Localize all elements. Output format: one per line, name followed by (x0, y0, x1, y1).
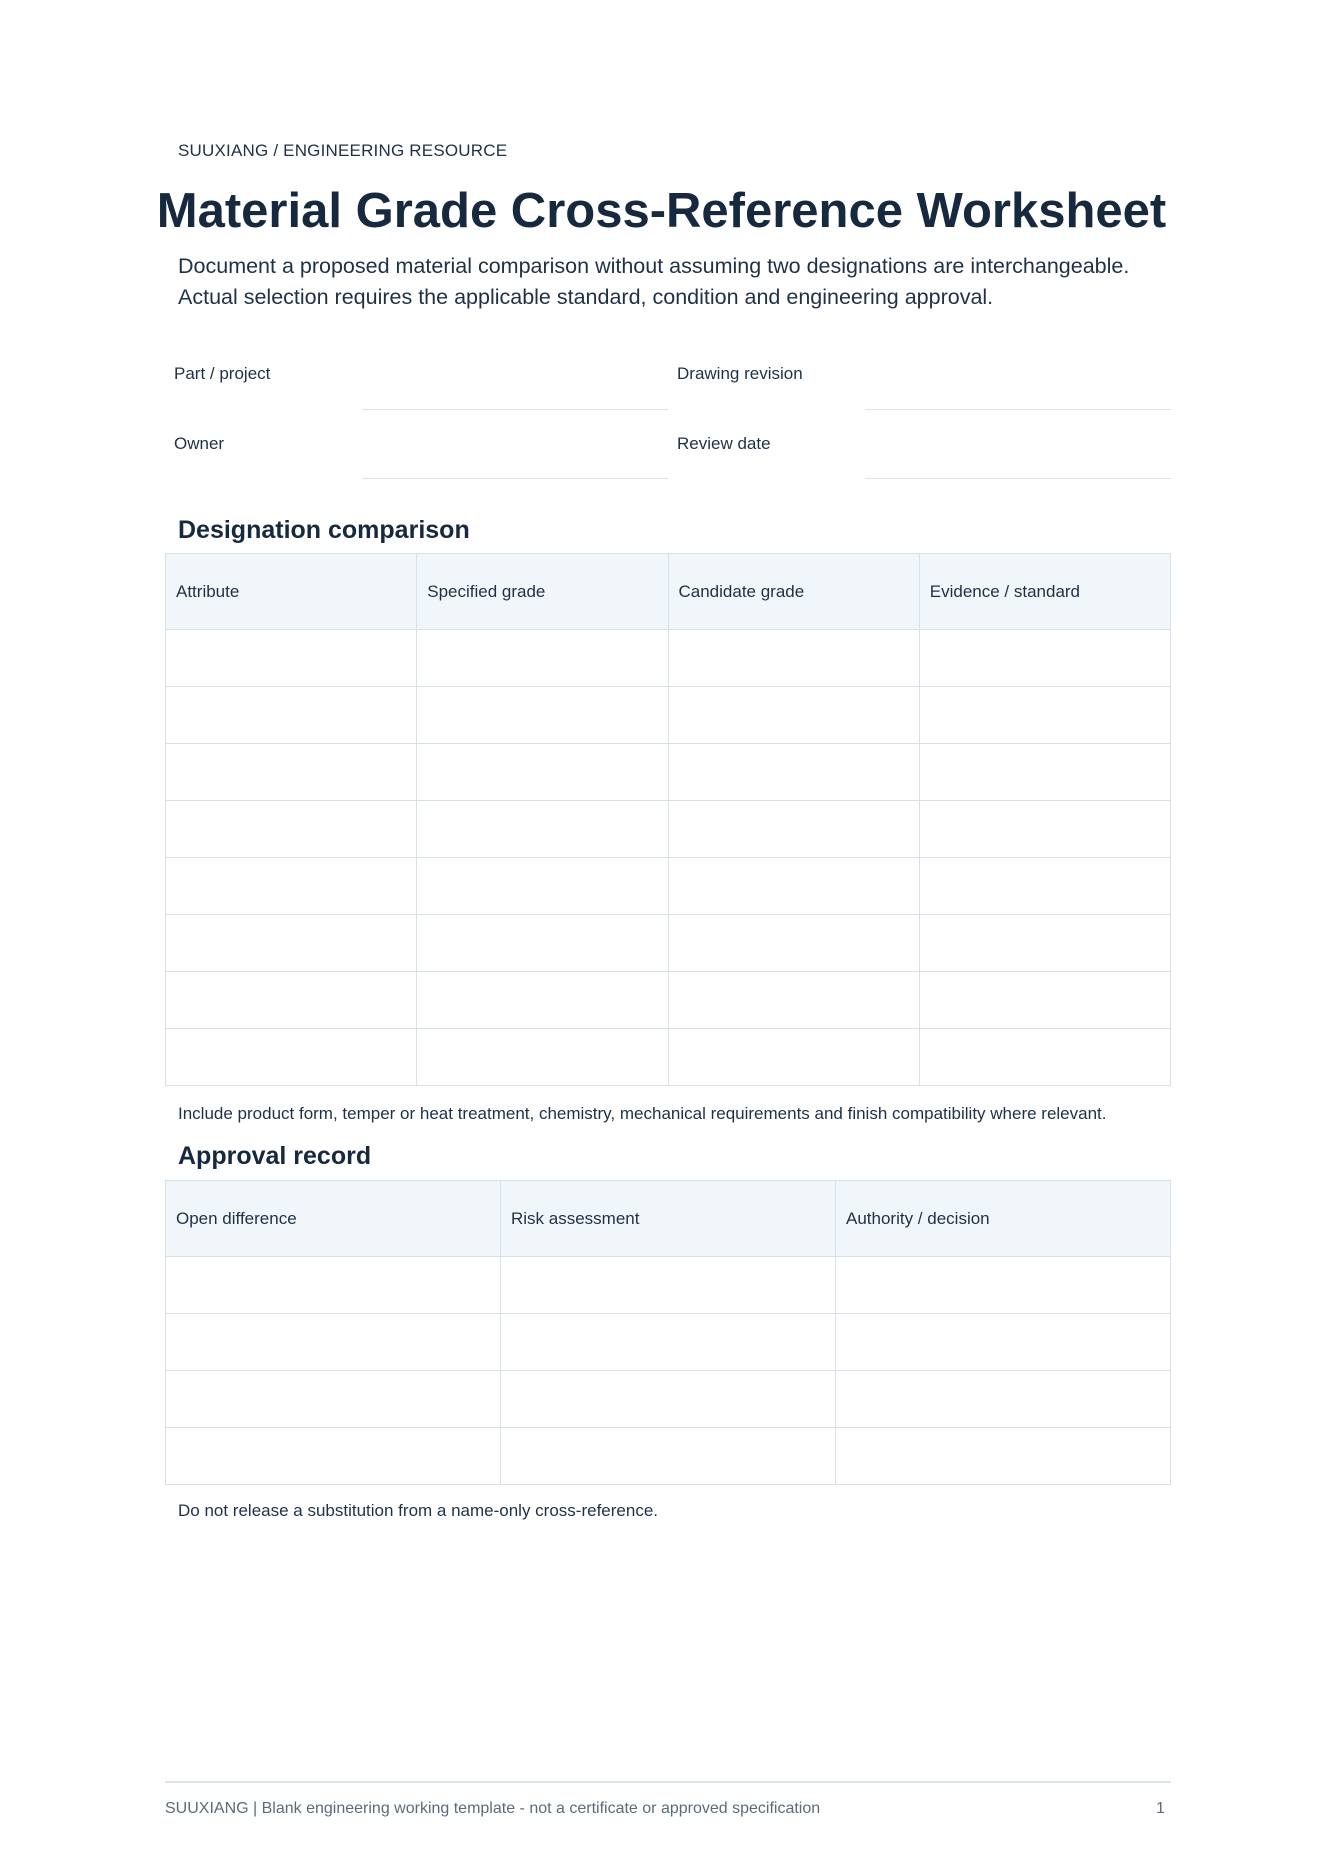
table-cell[interactable] (166, 1257, 501, 1314)
table-row (166, 972, 1171, 1029)
column-header: Authority / decision (836, 1181, 1171, 1257)
table-cell[interactable] (668, 972, 919, 1029)
table-row (166, 1029, 1171, 1086)
table-row (166, 801, 1171, 858)
designation-note: Include product form, temper or heat treatment, chemistry, mechanical requirements and finish compatibility where relevant. (178, 1104, 1107, 1123)
table-cell[interactable] (166, 1314, 501, 1371)
owner-label: Owner (174, 434, 225, 453)
designation-heading: Designation comparison (178, 516, 470, 544)
table-row (166, 630, 1171, 687)
table-row (166, 1314, 1171, 1371)
table-cell[interactable] (919, 915, 1170, 972)
table-cell[interactable] (836, 1257, 1171, 1314)
footer-divider (165, 1781, 1171, 1783)
column-header: Risk assessment (501, 1181, 836, 1257)
table-cell[interactable] (919, 972, 1170, 1029)
column-header: Attribute (166, 554, 417, 630)
table-cell[interactable] (836, 1371, 1171, 1428)
table-row (166, 1371, 1171, 1428)
table-cell[interactable] (919, 687, 1170, 744)
intro-text (178, 251, 1178, 313)
table-cell[interactable] (501, 1428, 836, 1485)
table-cell[interactable] (417, 744, 668, 801)
page-title: Material Grade Cross-Reference Worksheet (156, 184, 1167, 238)
table-row (166, 1428, 1171, 1485)
table-cell[interactable] (417, 972, 668, 1029)
table-cell[interactable] (501, 1257, 836, 1314)
footer-text: SUUXIANG | Blank engineering working template - not a certificate or approved specification (165, 1800, 821, 1817)
table-cell[interactable] (166, 972, 417, 1029)
table-cell[interactable] (166, 915, 417, 972)
column-header: Evidence / standard (919, 554, 1170, 630)
table-cell[interactable] (166, 687, 417, 744)
table-cell[interactable] (919, 858, 1170, 915)
approval-note: Do not release a substitution from a name-only cross-reference. (178, 1501, 659, 1520)
drawing-revision-label: Drawing revision (677, 364, 803, 383)
table-cell[interactable] (166, 1371, 501, 1428)
table-cell[interactable] (166, 1428, 501, 1485)
table-cell[interactable] (166, 744, 417, 801)
table-cell[interactable] (166, 801, 417, 858)
drawing-revision-field[interactable] (865, 409, 1171, 410)
table-cell[interactable] (501, 1371, 836, 1428)
approval-heading: Approval record (178, 1142, 372, 1170)
column-header: Open difference (166, 1181, 501, 1257)
table-row (166, 915, 1171, 972)
intro-line: Actual selection requires the applicable standard, condition and engineering approval. (178, 285, 994, 309)
table-cell[interactable] (668, 687, 919, 744)
table-cell[interactable] (417, 858, 668, 915)
table-cell[interactable] (417, 1029, 668, 1086)
table-row (166, 1257, 1171, 1314)
table-cell[interactable] (668, 630, 919, 687)
table-cell[interactable] (836, 1314, 1171, 1371)
table-cell[interactable] (668, 801, 919, 858)
table-cell[interactable] (919, 630, 1170, 687)
review-date-label: Review date (677, 434, 771, 453)
table-cell[interactable] (166, 1029, 417, 1086)
intro-line: Document a proposed material comparison without assuming two designations are interchangeable. (178, 254, 1130, 278)
designation-table (165, 553, 1171, 1086)
column-header: Candidate grade (668, 554, 919, 630)
table-cell[interactable] (668, 1029, 919, 1086)
table-cell[interactable] (417, 630, 668, 687)
review-date-field[interactable] (865, 478, 1171, 479)
table-cell[interactable] (501, 1314, 836, 1371)
part-project-label: Part / project (174, 364, 271, 383)
table-cell[interactable] (417, 687, 668, 744)
table-cell[interactable] (417, 801, 668, 858)
table-row (166, 858, 1171, 915)
part-project-field[interactable] (362, 409, 668, 410)
table-cell[interactable] (919, 1029, 1170, 1086)
owner-field[interactable] (362, 478, 668, 479)
table-row (166, 687, 1171, 744)
document-kicker: SUUXIANG / ENGINEERING RESOURCE (178, 141, 508, 160)
column-header: Specified grade (417, 554, 668, 630)
table-row (166, 744, 1171, 801)
table-cell[interactable] (668, 858, 919, 915)
table-cell[interactable] (919, 801, 1170, 858)
table-cell[interactable] (668, 915, 919, 972)
table-cell[interactable] (919, 744, 1170, 801)
table-header-row (166, 1181, 1171, 1257)
table-header-row (166, 554, 1171, 630)
page-number: 1 (1156, 1800, 1165, 1817)
table-cell[interactable] (417, 915, 668, 972)
table-cell[interactable] (836, 1428, 1171, 1485)
table-cell[interactable] (668, 744, 919, 801)
table-cell[interactable] (166, 630, 417, 687)
table-cell[interactable] (166, 858, 417, 915)
approval-table (165, 1180, 1171, 1485)
